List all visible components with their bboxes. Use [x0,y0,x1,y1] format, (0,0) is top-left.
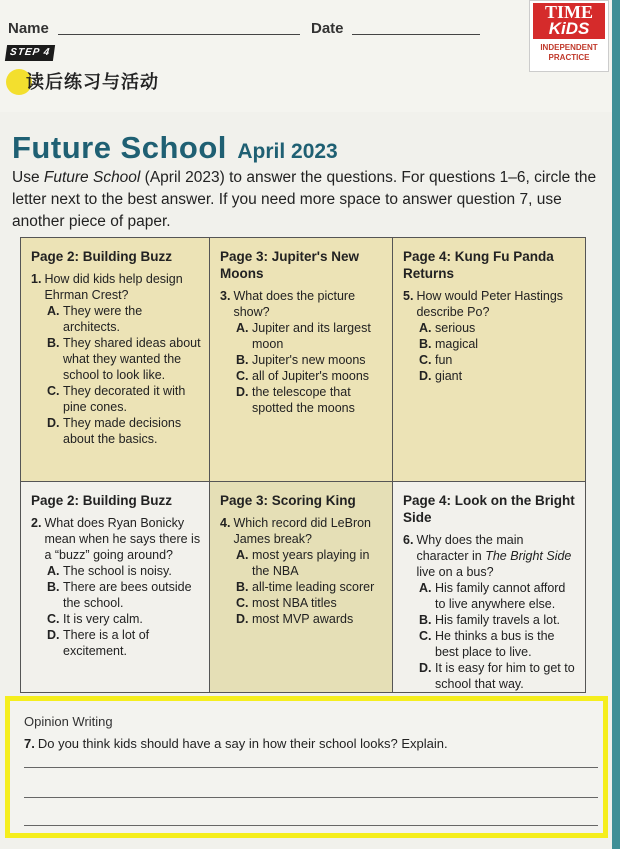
question-5 [403,288,577,320]
option-a[interactable]: A. serious [419,321,476,335]
option-c[interactable]: C. He thinks a bus is the best place to live. [419,629,555,659]
question-number: 2. [31,516,42,530]
logo-kids-text: KiDS [548,19,590,38]
question-number: 3. [220,289,231,303]
option-b[interactable]: B. all-time leading scorer [236,580,375,594]
question-3 [220,288,384,320]
question-6 [403,532,577,580]
option-a[interactable]: A. Jupiter and its largest moon [236,321,371,351]
instructions-part1: Use [12,169,44,186]
writing-heading: Opinion Writing [24,714,113,729]
option-a[interactable]: A. They were the architects. [47,304,143,334]
option-a[interactable]: A. The school is noisy. [47,564,172,578]
question-cell-2 [21,482,210,692]
title-date: April 2023 [237,140,338,163]
option-b[interactable]: B. His family travels a lot. [419,613,561,627]
option-c[interactable]: C. all of Jupiter's moons [236,369,370,383]
question-cell-1 [21,238,210,482]
option-b[interactable]: B. Jupiter's new moons [236,353,366,367]
answer-options [236,320,384,416]
answer-line-3[interactable] [24,825,598,826]
question-cell-6 [393,482,585,692]
header-band [0,0,612,112]
logo-badge [533,3,605,39]
step-badge: STEP 4 [5,45,55,61]
question-2 [31,515,201,563]
book-title: The Bright Side [485,549,572,563]
question-number: 6. [403,533,414,547]
option-c[interactable]: C. It is very calm. [47,612,143,626]
answer-options [236,547,384,627]
question-number: 4. [220,516,231,530]
logo-subtitle: INDEPENDENT PRACTICE [540,43,598,62]
question-text: What does the picture show? [233,289,356,319]
answer-options [419,320,577,384]
opinion-writing-box [5,696,608,838]
writing-question [24,736,448,751]
worksheet-title [12,130,338,166]
question-text: Do you think kids should have a say in how their school looks? Explain. [37,736,448,751]
cell-heading: Page 4: Kung Fu Panda Returns [403,249,554,281]
option-c[interactable]: C. most NBA titles [236,596,337,610]
answer-options [47,563,201,659]
option-d[interactable]: D. They made decisions about the basics. [47,416,182,446]
question-cell-4 [210,482,393,692]
answer-line-1[interactable] [24,767,598,768]
option-d[interactable]: D. It is easy for him to get to school that way. [419,661,575,691]
option-b[interactable]: B. magical [419,337,479,351]
question-text: Which record did LeBron James break? [233,516,372,546]
option-c[interactable]: C. fun [419,353,453,367]
instructions [12,167,604,233]
date-field[interactable] [352,34,480,35]
option-b[interactable]: B. They shared ideas about what they wanted the school to look like. [47,336,201,382]
cell-heading: Page 2: Building Buzz [31,249,173,264]
name-label: Name [8,20,49,37]
option-a[interactable]: A. most years playing in the NBA [236,548,370,578]
question-text: Why does the main character in The Bright Side live on a bus? [416,533,572,579]
option-d[interactable]: D. giant [419,369,463,383]
title-main: Future School [12,130,227,165]
cell-heading: Page 4: Look on the Bright Side [403,493,575,525]
cell-heading: Page 3: Jupiter's New Moons [220,249,360,281]
date-label: Date [311,20,344,37]
answer-options [419,580,577,692]
time-for-kids-logo [529,0,609,72]
cell-heading: Page 3: Scoring King [220,493,356,508]
option-d[interactable]: D. most MVP awards [236,612,354,626]
question-text: How would Peter Hastings describe Po? [416,289,564,319]
question-grid [20,237,586,693]
option-b[interactable]: B. There are bees outside the school. [47,580,192,610]
question-number: 5. [403,289,414,303]
logo-time-text: TIME [544,2,593,22]
question-number: 1. [31,272,42,286]
option-a[interactable]: A. His family cannot afford to live anywhere else. [419,581,566,611]
name-field[interactable] [58,34,300,35]
question-number: 7. [24,736,35,751]
question-text: What does Ryan Bonicky mean when he says there is a “buzz” going around? [44,516,201,562]
question-text: How did kids help design Ehrman Crest? [44,272,183,302]
question-cell-5 [393,238,585,482]
answer-line-2[interactable] [24,797,598,798]
instructions-part2: (April 2023) to answer the questions. For questions 1–6, circle the letter next to the best answer. If you need more space to answer question 7, use another piece of paper. [12,169,597,230]
answer-options [47,303,201,447]
option-c[interactable]: C. They decorated it with pine cones. [47,384,186,414]
question-4 [220,515,384,547]
cell-heading: Page 2: Building Buzz [31,493,173,508]
question-cell-3 [210,238,393,482]
instructions-title: Future School [43,169,141,186]
option-d[interactable]: D. There is a lot of excitement. [47,628,150,658]
option-d[interactable]: D. the telescope that spotted the moons [236,385,355,415]
section-title-chinese: 读后练习与活动 [26,72,159,93]
question-1 [31,271,201,303]
